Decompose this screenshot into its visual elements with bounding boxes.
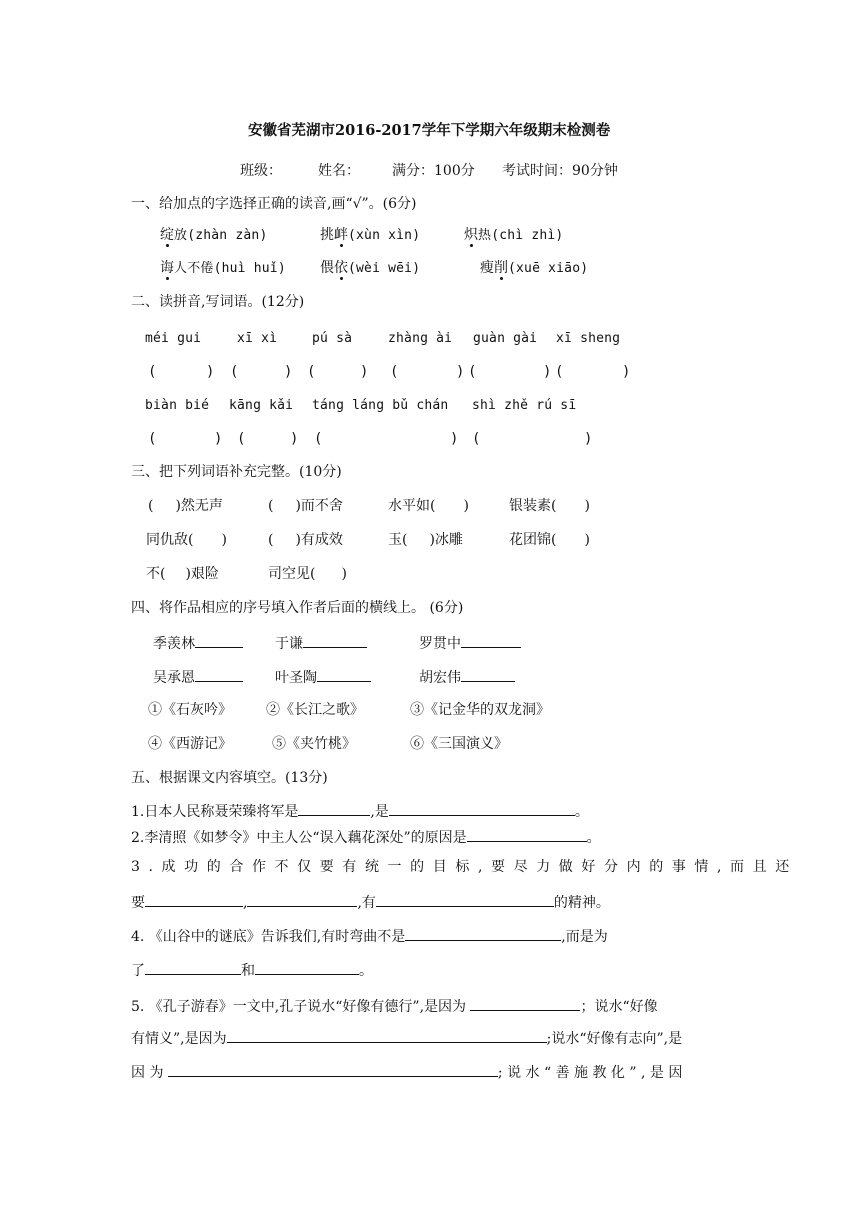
author-item [275, 633, 367, 653]
fill-word-text: ) [584, 532, 590, 548]
fill-word-text: ( [268, 532, 274, 548]
answer-line[interactable] [298, 801, 370, 816]
question-text: 。 [359, 963, 373, 979]
pinyin-word: zhàng ài [388, 331, 453, 346]
fill-word-text: )有成效 [295, 532, 343, 548]
answer-box-close: ) [290, 431, 299, 447]
fill-word-item [268, 531, 343, 549]
fill-word-item [268, 497, 343, 515]
question-2 [131, 827, 601, 847]
fill-word-item [148, 497, 223, 515]
fill-word-text: 玉( [388, 532, 408, 548]
answer-line[interactable] [461, 667, 515, 682]
work-title: ②《长江之歌》 [266, 702, 364, 718]
author-item [419, 633, 521, 653]
answer-box-open: ( [148, 364, 157, 380]
question-text: 和 [241, 963, 255, 979]
work-title: ⑤《夹竹桃》 [272, 736, 356, 752]
fill-word-text: ) [463, 498, 469, 514]
fill-word-text: ) [341, 566, 347, 582]
item-text: (wèi wēi) [348, 261, 421, 276]
pinyin-word: méi gui [145, 331, 202, 346]
answer-box-close: ) [450, 431, 459, 447]
answer-line[interactable] [389, 801, 575, 816]
pronunciation-item [320, 226, 420, 245]
work-title: ③《记金华的双龙洞》 [410, 702, 550, 718]
answer-box-open: ( [390, 364, 399, 380]
question-text: 1.日本人民称聂荣臻将军是 [131, 804, 299, 820]
answer-box-close: ) [622, 364, 631, 380]
item-text: 偎 [320, 260, 334, 276]
work-title: ⑥《三国演义》 [410, 736, 508, 752]
author-name: 于谦 [275, 636, 303, 652]
answer-line[interactable] [227, 1028, 547, 1043]
section-5-heading: 五、根据课文内容填空。(13分) [131, 770, 328, 786]
fill-word-text: )然无声 [175, 498, 223, 514]
fill-word-item [509, 497, 590, 515]
pronunciation-item [320, 259, 420, 278]
pinyin-word: pú sà [312, 331, 353, 346]
item-text: (xùn xìn) [348, 228, 421, 243]
answer-line[interactable] [303, 633, 367, 648]
answer-line[interactable] [145, 960, 241, 975]
question-text: 4. 《山谷中的谜底》告诉我们,有时弯曲不是 [131, 929, 406, 945]
fill-word-text: ) [221, 532, 227, 548]
fill-word-text: )而不舍 [295, 498, 343, 514]
author-name: 胡宏伟 [419, 670, 461, 686]
answer-box-open: ( [148, 431, 157, 447]
author-name: 季羡林 [153, 636, 195, 652]
work-title: ①《石灰吟》 [148, 702, 232, 718]
fill-word-item [146, 565, 219, 583]
answer-line[interactable] [405, 926, 561, 941]
item-text: (xuē xiāo) [508, 261, 589, 276]
answer-line[interactable] [247, 892, 357, 907]
dotted-char: 削 [494, 260, 508, 276]
question-text: 有情义”,是因为 [131, 1031, 227, 1047]
dotted-char: 衅 [334, 227, 348, 243]
pinyin-word: guàn gài [473, 331, 538, 346]
question-5-line-3 [131, 1062, 682, 1082]
pinyin-word: biàn bié [145, 398, 210, 413]
answer-line[interactable] [195, 667, 243, 682]
section-2-heading: 二、读拼音,写词语。(12分) [131, 294, 305, 310]
fill-word-text: 水平如( [388, 498, 436, 514]
author-name: 吴承恩 [153, 670, 195, 686]
fill-word-text: 银装素( [509, 498, 557, 514]
answer-line[interactable] [145, 892, 243, 907]
item-text: 挑 [320, 227, 334, 243]
question-text: ,是 [370, 804, 389, 820]
fill-word-text: ) [584, 498, 590, 514]
score-label: 满分：100分 [392, 163, 475, 179]
question-5-line-2 [131, 1028, 682, 1048]
answer-line[interactable] [467, 827, 587, 842]
question-text: 要 [131, 895, 145, 911]
fill-word-text: 同仇敌( [146, 532, 194, 548]
item-text: 瘦 [480, 260, 494, 276]
author-item [153, 667, 243, 687]
author-item [275, 667, 371, 687]
answer-line[interactable] [461, 633, 521, 648]
question-3-line-1 [131, 858, 798, 876]
item-text: 放(zhàn zàn) [174, 228, 268, 243]
fill-word-text: 不( [146, 566, 166, 582]
answer-line[interactable] [195, 633, 243, 648]
question-text: ;说水“好像有志向”,是 [546, 1031, 683, 1047]
work-title: ④《西游记》 [148, 736, 232, 752]
section-1-heading: 一、给加点的字选择正确的读音,画“√”。(6分) [131, 196, 417, 212]
author-item [419, 667, 515, 687]
question-text: ,有 [357, 895, 376, 911]
pronunciation-item [160, 226, 267, 245]
author-name: 叶圣陶 [275, 670, 317, 686]
fill-word-item [509, 531, 590, 549]
answer-line[interactable] [255, 960, 359, 975]
answer-box-close: ) [206, 364, 215, 380]
dotted-char: 炽 [464, 227, 478, 243]
fill-word-text: )艰险 [185, 566, 219, 582]
section-3-heading: 三、把下列词语补充完整。(10分) [131, 464, 342, 480]
answer-box-close: ) [584, 431, 593, 447]
question-1 [131, 801, 589, 821]
page-title: 安徽省芜湖市2016-2017学年下学期六年级期末检测卷 [248, 122, 611, 139]
question-text: 5. 《孔子游春》一文中,孔子说水“好像有德行”,是因为 [131, 999, 471, 1015]
author-item [153, 633, 243, 653]
question-4-line-1 [131, 926, 608, 946]
pinyin-word: shì zhě rú sī [472, 398, 577, 413]
question-text: 了 [131, 963, 145, 979]
fill-word-text: ( [268, 498, 274, 514]
question-5-line-1 [131, 996, 658, 1016]
class-label: 班级： [240, 163, 282, 179]
dotted-char: 依 [334, 260, 348, 276]
fill-word-text: 司空见( [268, 566, 316, 582]
pinyin-word: kāng kǎi [229, 398, 294, 413]
answer-line[interactable] [470, 996, 580, 1011]
question-text: 3.成功的合作不仅要有统一的目标,要尽力做好分内的事情,而且还 [131, 859, 798, 875]
answer-box-open: ( [307, 364, 316, 380]
fill-word-item [388, 497, 469, 515]
question-3-line-2 [131, 892, 610, 912]
answer-line[interactable] [376, 892, 554, 907]
item-text: 人不倦(huì huǐ) [174, 261, 286, 276]
pinyin-word: xī sheng [556, 331, 621, 346]
question-4-line-2 [131, 960, 373, 980]
pronunciation-item [160, 259, 286, 278]
pinyin-word: xī xì [237, 331, 278, 346]
item-text: 热(chì zhì) [478, 228, 564, 243]
answer-box-open: ( [314, 431, 323, 447]
pronunciation-item [480, 259, 588, 278]
question-text: 。 [586, 830, 601, 846]
dotted-char: 诲 [160, 260, 174, 276]
question-text: ,而是为 [561, 929, 608, 945]
author-name: 罗贯中 [419, 636, 461, 652]
answer-box-open: ( [472, 431, 481, 447]
answer-box-close: ) [214, 431, 223, 447]
question-text: ；说水“好像 [580, 999, 658, 1015]
question-text: 2.李清照《如梦令》中主人公“误入藕花深处”的原因是 [131, 830, 467, 846]
question-text: 的精神。 [553, 895, 610, 911]
answer-box-open: ( [237, 431, 246, 447]
answer-box-close: ) [456, 364, 465, 380]
answer-box-open: ( [230, 364, 239, 380]
question-text: ; 说 水 “ 善 施 教 化 ” , 是 因 [497, 1065, 683, 1081]
fill-word-item [146, 531, 227, 549]
fill-word-text: )冰雕 [429, 532, 463, 548]
fill-word-item [388, 531, 463, 549]
fill-word-text: ( [148, 498, 154, 514]
answer-box-open: ( [468, 364, 477, 380]
name-label: 姓名： [318, 163, 360, 179]
answer-line[interactable] [317, 667, 371, 682]
answer-box-close: ) [284, 364, 293, 380]
answer-box-close: ) [360, 364, 369, 380]
fill-word-text: 花团锦( [509, 532, 557, 548]
answer-box-open: ( [555, 364, 564, 380]
question-text: 因 为 [131, 1065, 168, 1081]
question-text: 。 [574, 804, 589, 820]
answer-box-close: ) [543, 364, 552, 380]
answer-line[interactable] [168, 1062, 498, 1077]
time-label: 考试时间：90分钟 [502, 163, 618, 179]
dotted-char: 绽 [160, 227, 174, 243]
pronunciation-item [464, 226, 563, 245]
pinyin-word: táng láng bǔ chán [312, 398, 449, 413]
fill-word-item [268, 565, 347, 583]
section-4-heading: 四、将作品相应的序号填入作者后面的横线上。 (6分) [131, 600, 464, 616]
question-text: , [243, 895, 248, 911]
